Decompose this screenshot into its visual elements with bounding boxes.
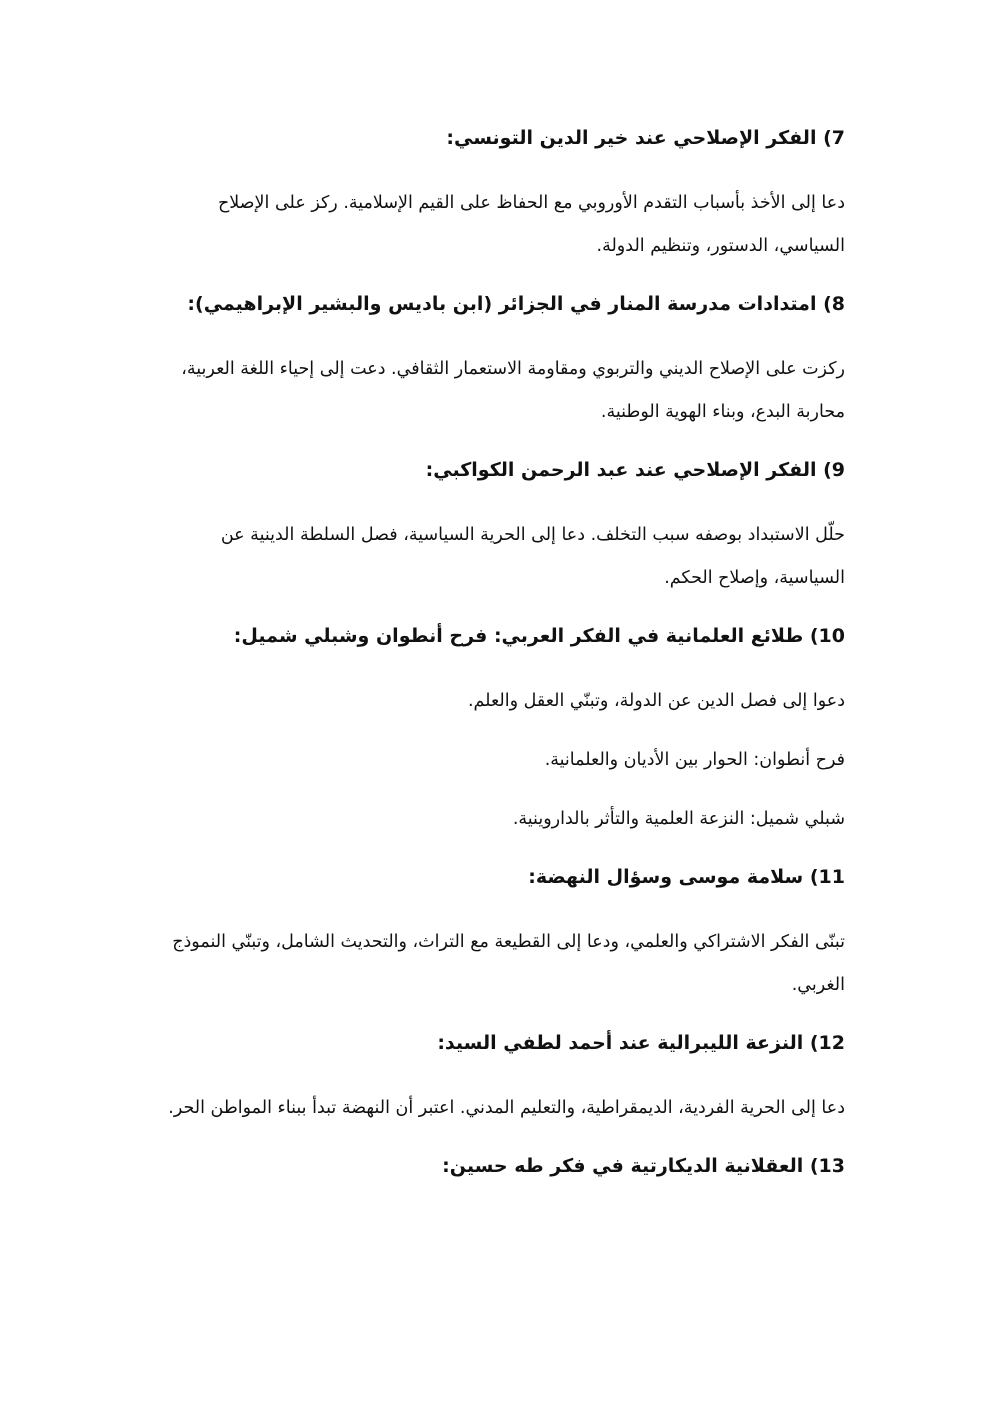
section-10-paragraph: شبلي شميل: النزعة العلمية والتأثر بالداروينية. bbox=[512, 809, 845, 829]
section-10-paragraph: فرح أنطوان: الحوار بين الأديان والعلمانية. bbox=[544, 750, 845, 770]
section-11-heading: 11) سلامة موسى وسؤال النهضة: bbox=[528, 866, 845, 888]
section-13-heading: 13) العقلانية الديكارتية في فكر طه حسين: bbox=[442, 1155, 845, 1177]
section-10-paragraph: دعوا إلى فصل الدين عن الدولة، وتبنّي العقل والعلم. bbox=[467, 691, 845, 711]
section-12-paragraph: دعا إلى الحرية الفردية، الديمقراطية، والتعليم المدني. اعتبر أن النهضة تبدأ ببناء المواطن الحر. bbox=[168, 1098, 845, 1118]
section-8-heading: 8) امتدادات مدرسة المنار في الجزائر (ابن باديس والبشير الإبراهيمي): bbox=[187, 293, 845, 315]
section-11-paragraph: تبنّى الفكر الاشتراكي والعلمي، ودعا إلى القطيعة مع التراث، والتحديث الشامل، وتبنّي النموذج الغربي. bbox=[172, 932, 845, 995]
section-8-paragraph: ركزت على الإصلاح الديني والتربوي ومقاومة الاستعمار الثقافي. دعت إلى إحياء اللغة العربية، محاربة البدع، وبناء الهوية الوطنية. bbox=[181, 359, 845, 422]
section-10-heading: 10) طلائع العلمانية في الفكر العربي: فرح أنطوان وشبلي شميل: bbox=[233, 625, 845, 647]
document-page bbox=[150, 118, 845, 1186]
section-12-heading: 12) النزعة الليبرالية عند أحمد لطفي السيد: bbox=[437, 1032, 845, 1054]
section-7-paragraph: دعا إلى الأخذ بأسباب التقدم الأوروبي مع الحفاظ على القيم الإسلامية. ركز على الإصلاح السياسي، الدستور، وتنظيم الدولة. bbox=[217, 193, 845, 256]
section-7-heading: 7) الفكر الإصلاحي عند خير الدين التونسي: bbox=[446, 127, 845, 149]
section-9-paragraph: حلّل الاستبداد بوصفه سبب التخلف. دعا إلى الحرية السياسية، فصل السلطة الدينية عن السياسية، وإصلاح الحكم. bbox=[220, 525, 845, 588]
section-9-heading: 9) الفكر الإصلاحي عند عبد الرحمن الكواكبي: bbox=[425, 459, 845, 481]
